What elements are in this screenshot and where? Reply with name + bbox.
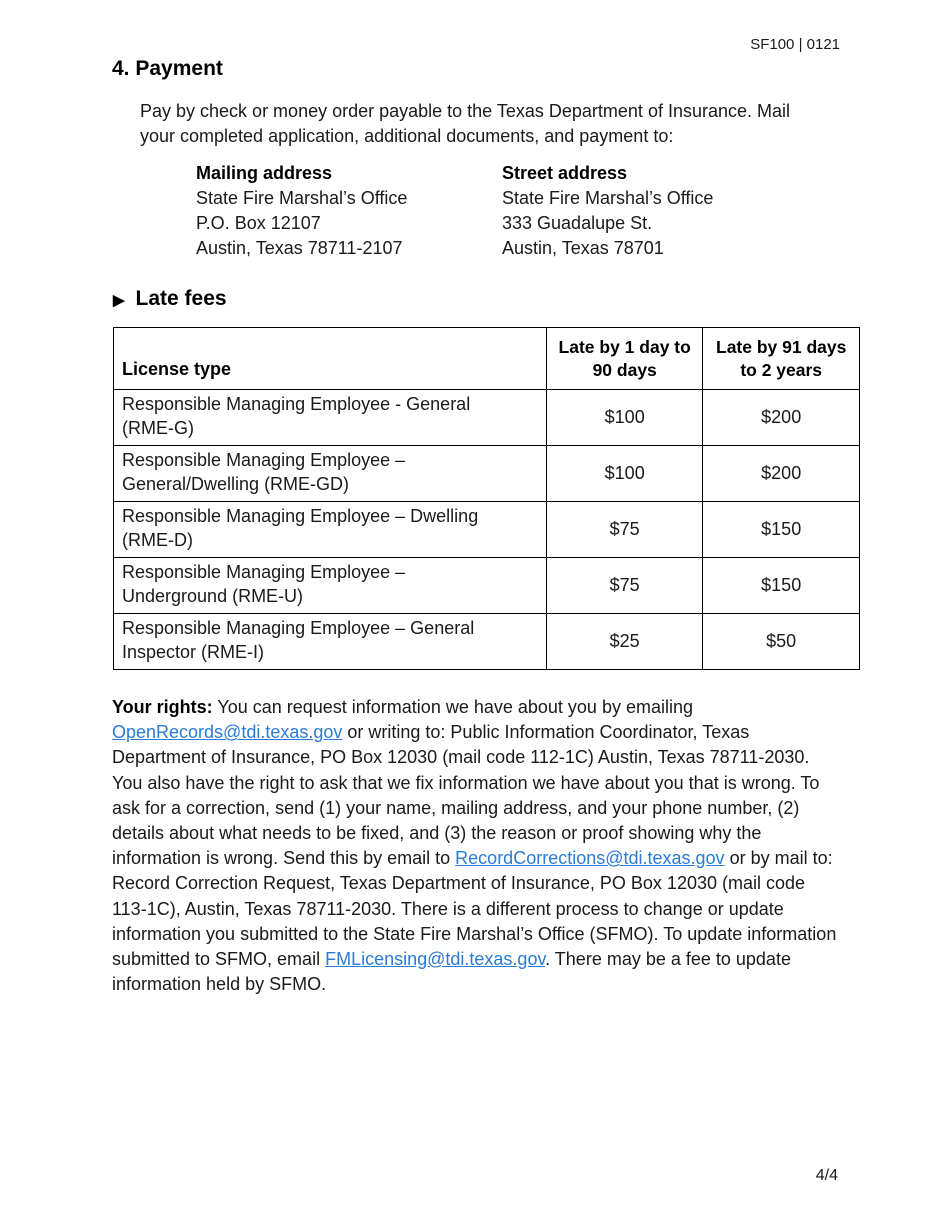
- table-row: [114, 390, 860, 446]
- mailing-address: [196, 161, 502, 261]
- late-fees-table: [113, 327, 860, 670]
- fee-cell: $75: [547, 502, 703, 558]
- fee-cell: $150: [703, 558, 860, 614]
- payment-intro-paragraph: Pay by check or money order payable to the Texas Department of Insurance. Mail your completed application, additional documents, and payment to:: [140, 101, 791, 146]
- table-row: [114, 614, 860, 670]
- fee-cell: $100: [547, 390, 703, 446]
- mailing-address-line: Austin, Texas 78711-2107: [196, 238, 403, 258]
- street-address-line: Austin, Texas 78701: [502, 238, 664, 258]
- license-type-cell: Responsible Managing Employee – Underground (RME-U): [114, 558, 547, 614]
- column-header-fee-1-90: Late by 1 day to 90 days: [547, 328, 703, 390]
- rights-text: or by mail to: Record Correction Request, Texas Department of Insurance, PO Box 12030 (mail code 113-1C), Austin, Texas 78711-2030. There is a different process to change or update information you submitted to the State Fire Marshal’s Office (SFMO). To update information submitted to SFMO, email: [112, 848, 837, 970]
- license-type-cell: Responsible Managing Employee – General/Dwelling (RME-GD): [114, 446, 547, 502]
- fee-cell: $100: [547, 446, 703, 502]
- table-row: [114, 558, 860, 614]
- license-type-cell: Responsible Managing Employee – General Inspector (RME-I): [114, 614, 547, 670]
- street-address-line: 333 Guadalupe St.: [502, 213, 653, 233]
- fee-cell: $50: [703, 614, 860, 670]
- your-rights-paragraph: [112, 695, 837, 997]
- record-corrections-email-link[interactable]: RecordCorrections@tdi.texas.gov: [455, 848, 725, 869]
- fee-cell: $150: [703, 502, 860, 558]
- table-row: [114, 446, 860, 502]
- doc-code: SF100 | 0121: [750, 36, 840, 53]
- fee-cell: $75: [547, 558, 703, 614]
- license-type-cell: Responsible Managing Employee – Dwelling (RME-D): [114, 502, 547, 558]
- rights-text: . There may be a fee to update information held by SFMO.: [112, 949, 791, 995]
- late-fees-heading-label: Late fees: [135, 287, 227, 310]
- rights-text: You can request information we have about you by emailing: [212, 697, 693, 717]
- fm-licensing-email-link[interactable]: FMLicensing@tdi.texas.gov: [325, 949, 546, 970]
- open-records-email-link[interactable]: OpenRecords@tdi.texas.gov: [112, 722, 343, 743]
- street-address-line: State Fire Marshal’s Office: [502, 188, 714, 208]
- mailing-address-line: P.O. Box 12107: [196, 213, 321, 233]
- street-address-title: Street address: [502, 163, 628, 183]
- triangle-right-icon: ▶: [113, 291, 125, 309]
- column-header-license-type: License type: [114, 328, 547, 390]
- mailing-address-title: Mailing address: [196, 163, 333, 183]
- late-fees-heading: [113, 287, 227, 311]
- mailing-address-line: State Fire Marshal’s Office: [196, 188, 408, 208]
- payment-section-title: 4. Payment: [112, 57, 223, 80]
- page-number: 4/4: [815, 1167, 838, 1184]
- addresses-block: [196, 161, 713, 261]
- table-header-row: [114, 328, 860, 390]
- fee-cell: $200: [703, 390, 860, 446]
- column-header-fee-91-2yr: Late by 91 days to 2 years: [703, 328, 860, 390]
- rights-text: or writing to: Public Information Coordinator, Texas Department of Insurance, PO Box 12030 (mail code 112-1C) Austin, Texas 78711-2030. You also have the right to ask that we fix information we have about you that is wrong. To ask for a correction, send (1) your name, mailing address, and your phone number, (2) details about what needs to be fixed, and (3) the reason or proof showing why the information is wrong. Send this by email to: [112, 722, 820, 869]
- your-rights-label: Your rights:: [112, 697, 213, 717]
- fee-cell: $25: [547, 614, 703, 670]
- street-address: [502, 161, 713, 261]
- license-type-cell: Responsible Managing Employee - General (RME-G): [114, 390, 547, 446]
- table-row: [114, 502, 860, 558]
- fee-cell: $200: [703, 446, 860, 502]
